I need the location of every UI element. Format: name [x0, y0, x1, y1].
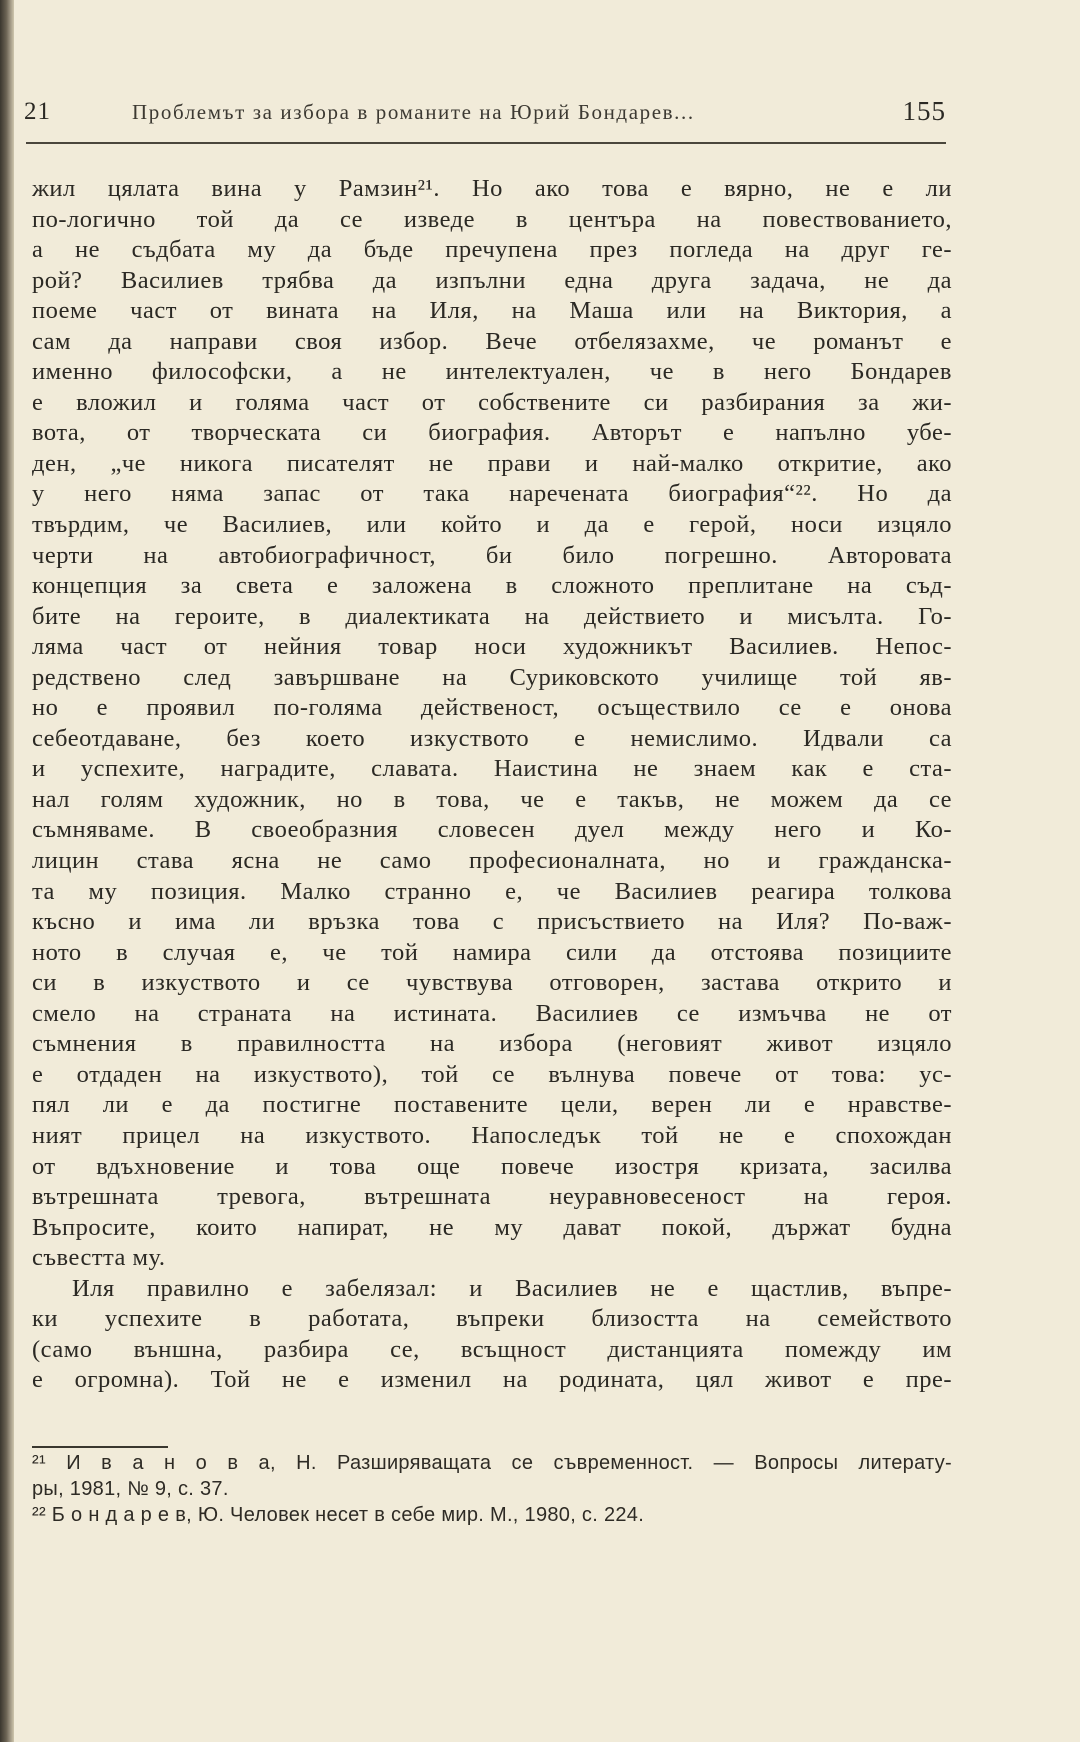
header-rule	[26, 142, 946, 144]
text-line: бите на героите, в диалектиката на действието и мисълта. Го-	[32, 602, 952, 630]
text-line: вътрешната тревога, вътрешната неуравновесеност на героя.	[32, 1183, 952, 1211]
text-line: (само външна, разбира се, всъщност дистанцията помежду им	[32, 1335, 952, 1363]
text-line: съмняваме. В своеобразния словесен дуел между него и Ко-	[32, 816, 952, 844]
text-line: вота, от творческата си биография. Авторът е напълно убе-	[32, 419, 952, 447]
footnotes	[32, 1450, 952, 1528]
text-line: именно философски, а не интелектуален, че в него Бондарев	[32, 358, 952, 386]
text-line: пял ли е да постигне поставените цели, верен ли е нравстве-	[32, 1091, 952, 1119]
footnote-line: ²² Б о н д а р е в, Ю. Человек несет в себе мир. М., 1980, с. 224.	[32, 1504, 645, 1526]
text-line: концепция за света е заложена в сложното преплитане на съд-	[32, 572, 952, 600]
text-line: нал голям художник, но в това, че е такъв, не можем да се	[32, 785, 952, 813]
text-line: сам да направи своя избор. Вече отбелязахме, че романът е	[32, 327, 952, 355]
text-line: Въпросите, които напират, не му дават покой, държат будна	[32, 1213, 952, 1241]
text-line: черти на автобиографичност, би било погрешно. Авторовата	[32, 541, 952, 569]
body-text	[32, 174, 952, 1396]
text-line: лицин става ясна не само професионалната, но и гражданска-	[32, 847, 952, 875]
text-line: си в изкуството и се чувствува отговорен, застава открито и	[32, 969, 952, 997]
text-line: ният прицел на изкуството. Напоследък той не е спохождан	[32, 1121, 952, 1149]
text-line: ляма част от нейния товар носи художникът Василиев. Непос-	[32, 633, 952, 661]
text-line: е огромна). Той не е изменил на родината, цял живот е пре-	[32, 1366, 952, 1394]
text-line: ки успехите в работата, въпреки близостта на семейството	[32, 1305, 952, 1333]
text-line: ден, „че никога писателят не прави и най-малко откритие, ако	[32, 449, 952, 477]
page-number: 155	[902, 96, 946, 126]
text-line: съмнения в правилността на избора (неговият живот изцяло	[32, 1030, 952, 1058]
text-line: и успехите, наградите, славата. Наистина не знаем как е ста-	[32, 755, 952, 783]
text-line: но е проявил по-голяма действеност, осъществило се е онова	[32, 694, 952, 722]
book-spine-edge	[0, 0, 14, 1742]
page-header	[24, 96, 946, 136]
text-line: е отдаден на изкуството), той се вълнува повече от това: ус-	[32, 1060, 952, 1088]
footnote-line: ²¹ И в а н о в а, Н. Разширяващата се съвременност. — Вопросы литерату-	[32, 1452, 952, 1474]
text-line: твърдим, че Василиев, или който и да е герой, носи изцяло	[32, 511, 952, 539]
text-line: та му позиция. Малко странно е, че Василиев реагира толкова	[32, 877, 952, 905]
text-line: рой? Василиев трябва да изпълни една друга задача, не да	[32, 266, 952, 294]
text-line: по-логично той да се изведе в центъра на повествованието,	[32, 205, 952, 233]
footnote-line: ры, 1981, № 9, с. 37.	[32, 1478, 229, 1500]
text-line: поеме част от вината на Иля, на Маша или на Виктория, а	[32, 297, 952, 325]
text-line: редствено след завършване на Суриковското училище той яв-	[32, 663, 952, 691]
text-line: смело на страната на истината. Василиев се измъчва не от	[32, 999, 952, 1027]
text-line: късно и има ли връзка това с присъствието на Иля? По-важ-	[32, 908, 952, 936]
text-line: себеотдаване, без което изкуството е немислимо. Идвали са	[32, 724, 952, 752]
text-line: от вдъхновение и това още повече изостря кризата, засилва	[32, 1152, 952, 1180]
text-line: Иля правилно е забелязал: и Василиев не е щастлив, въпре-	[72, 1274, 952, 1302]
text-line: а не съдбата му да бъде пречупена през погледа на друг ге-	[32, 236, 952, 264]
text-line: ното в случая е, че той намира сили да отстоява позициите	[32, 938, 952, 966]
text-line: у него няма запас от така наречената биография“²². Но да	[32, 480, 952, 508]
text-line: жил цялата вина у Рамзин²¹. Но ако това е вярно, не е ли	[32, 175, 952, 202]
text-line: е вложил и голяма част от собствените си разбирания за жи-	[32, 388, 952, 416]
footnote-rule	[32, 1446, 168, 1448]
text-line: съвестта му.	[32, 1244, 166, 1272]
running-title: Проблемът за избора в романите на Юрий Бондарев...	[132, 100, 695, 124]
signature-mark: 21	[24, 98, 51, 125]
